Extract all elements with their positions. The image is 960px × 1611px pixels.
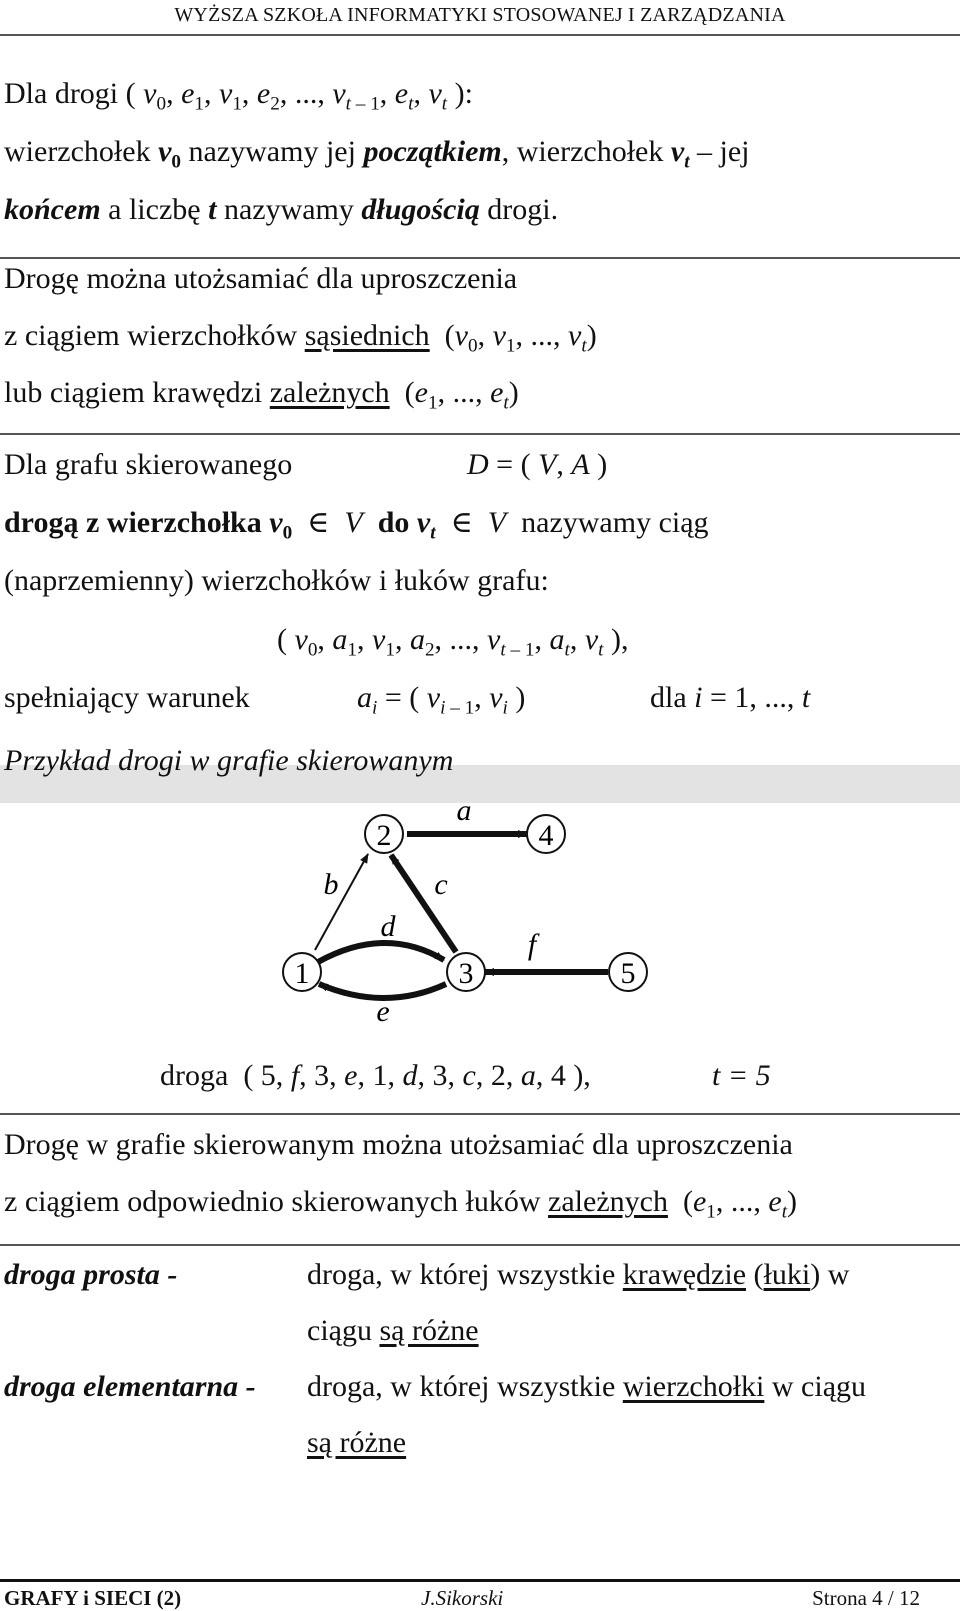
section-divider [0,257,960,259]
section-divider [0,433,960,435]
path-start-line: wierzchołek $v_0$ nazywamy jej początkiem, wierzchołek $v_t$ – jej [4,135,750,173]
digraph-line: Dla grafu skierowanego [4,448,293,481]
graph-node [447,953,485,991]
edge-sequence-line: lub ciągiem krawędzi zależnych ($e_1$, ..., $e_t$) [4,376,519,414]
simple-path-definition-cont: ciągu są różne [307,1314,479,1347]
footer-author: J.Sikorski [421,1586,504,1610]
directed-simplification-line: Drogę w grafie skierowanym można utożsamiać dla uproszczenia [4,1128,793,1161]
condition-line: spełniający warunek [4,681,250,714]
path-definition-line: Dla drogi ( $v_0$, $e_1$, $v_1$, $e_2$, ..., $v_{t - 1}$, $e_t$, $v_t$ ): [4,77,473,115]
graph-node [365,815,403,853]
digraph-formula: D = ( V, A ) [467,448,608,481]
arc-sequence-formula: ( $v_0$, $a_1$, $v_1$, $a_2$, ..., $v_{t - 1}$, $a_t$, $v_t$ ), [277,623,629,661]
svg-text:1: 1 [294,957,310,990]
vertex-sequence-line: z ciągiem wierzchołków sąsiednich ($v_0$, $v_1$, ..., $v_t$) [4,319,597,357]
edge-label: d [380,910,396,943]
footer-divider [0,1579,960,1582]
path-end-line: końcem a liczbę t nazywamy długością drogi. [4,193,559,226]
footer-page-number: Strona 4 / 12 [812,1586,920,1610]
elementary-path-definition: droga, w której wszystkie wierzchołki w ciągu [307,1370,867,1403]
directed-graph-diagram [0,790,960,1050]
condition-range: dla i = 1, ..., t [650,681,811,714]
footer-course: GRAFY i SIECI (2) [4,1586,182,1610]
directed-arcs-line: z ciągiem odpowiednio skierowanych łuków zależnych ($e_1$, ..., $e_t$) [4,1185,798,1223]
example-title: Przykład drogi w grafie skierowanym [4,744,454,777]
example-path-length: t = 5 [712,1059,771,1092]
header-divider [0,34,960,36]
edge-label: e [376,995,390,1028]
edge-d [318,943,444,962]
simple-path-definition: droga, w której wszystkie krawędzie (łuki) w [307,1258,850,1291]
graph-node [609,953,647,991]
graph-node [283,953,321,991]
condition-formula: $a_i$ = ( $v_{i - 1}$, $v_i$ ) [357,681,526,719]
section-divider [0,1113,960,1115]
page-header: WYŻSZA SZKOŁA INFORMATYKI STOSOWANEJ I ZARZĄDZANIA [174,4,786,26]
simplification-line: Drogę można utożsamiać dla uproszczenia [4,262,518,295]
edge-label: b [323,868,339,901]
example-path: droga ( 5, f, 3, e, 1, d, 3, c, 2, a, 4 ), [160,1059,591,1092]
edge-label: c [434,868,448,901]
edge-label: f [527,928,537,961]
svg-text:4: 4 [538,819,554,852]
elementary-path-term: droga elementarna - [4,1370,256,1403]
edge-label: a [456,794,472,827]
svg-text:5: 5 [620,957,636,990]
svg-text:2: 2 [376,819,392,852]
section-divider [0,1244,960,1246]
directed-path-line: drogą z wierzchołka $v_0$ ∈ V do $v_t$ ∈ V nazywamy ciąg [4,506,709,544]
elementary-path-definition-cont: są różne [307,1426,407,1459]
alternating-line: (naprzemienny) wierzchołków i łuków grafu: [4,564,549,597]
simple-path-term: droga prosta - [4,1258,178,1291]
graph-node [527,815,565,853]
svg-text:3: 3 [458,957,474,990]
